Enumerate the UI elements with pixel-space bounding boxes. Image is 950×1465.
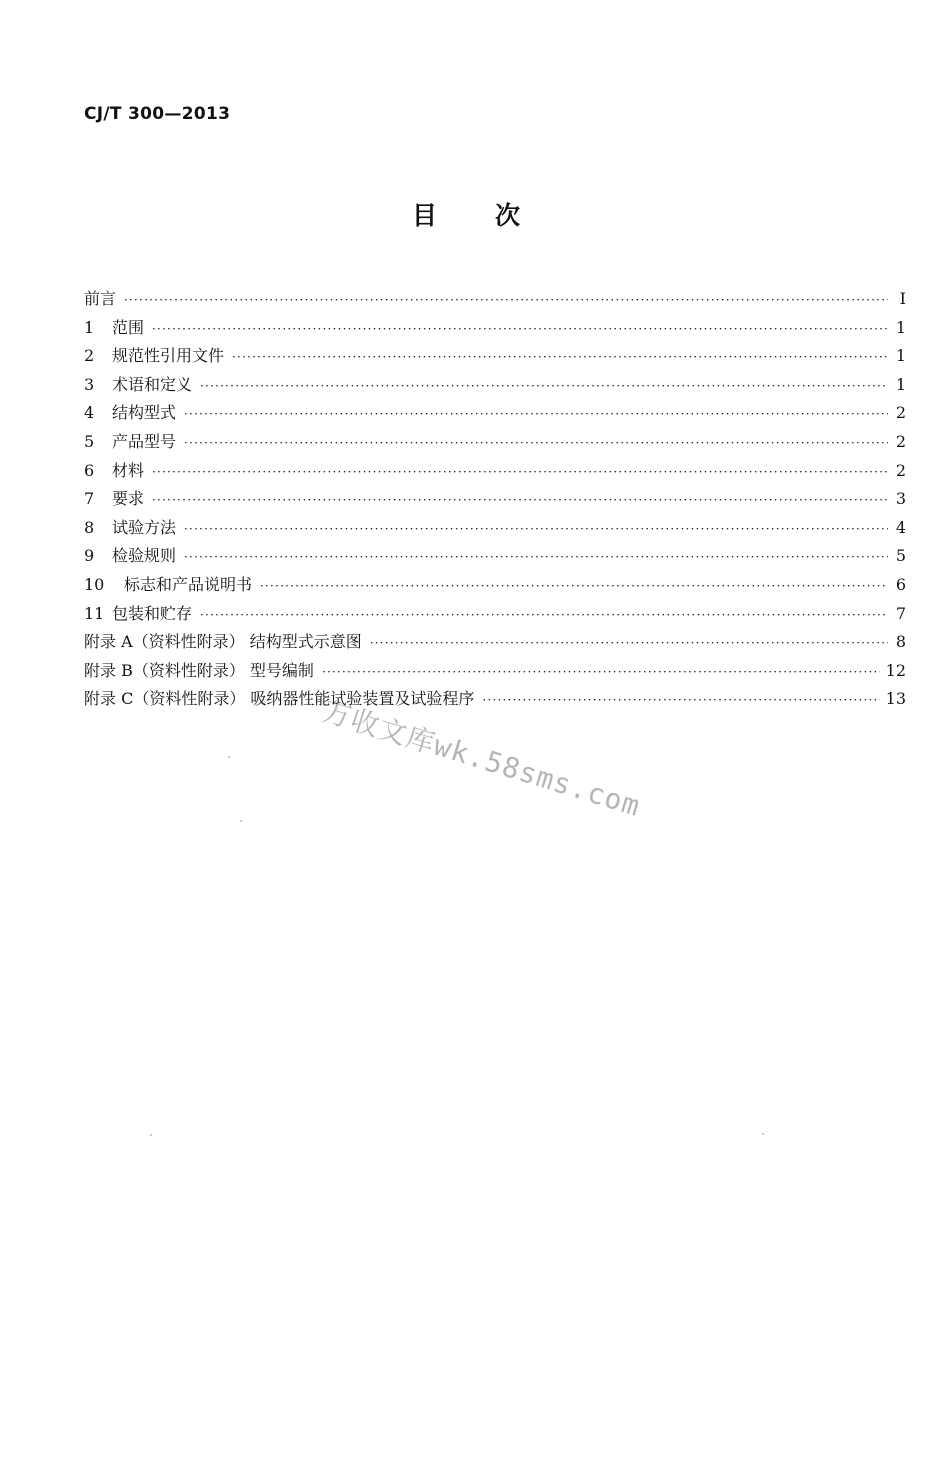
toc-entry-page: 2 (895, 403, 906, 423)
toc-entry-text: 产品型号 (112, 431, 177, 451)
scan-speck (228, 756, 230, 758)
toc-entry-number: 6 (84, 460, 95, 480)
toc-entry[interactable] (84, 657, 906, 686)
toc-entry-text: 附录 C（资料性附录） 吸纳器性能试验装置及试验程序 (84, 689, 475, 709)
toc-leader-dots (184, 400, 888, 429)
document-code: CJ/T 300—2013 (84, 104, 231, 124)
table-of-contents (84, 285, 906, 714)
toc-leader-dots (200, 372, 888, 401)
toc-entry-page: 1 (895, 317, 906, 337)
toc-entry[interactable] (84, 542, 906, 571)
toc-entry-page: 12 (885, 660, 906, 680)
toc-entry-page: 2 (895, 460, 906, 480)
toc-leader-dots (482, 686, 879, 715)
toc-entry[interactable] (84, 285, 906, 314)
toc-entry-text: 试验方法 (112, 517, 177, 537)
toc-entry-text: 要求 (112, 489, 145, 509)
scan-speck (762, 1133, 764, 1135)
toc-entry[interactable] (84, 314, 906, 343)
toc-entry-page: 6 (895, 574, 906, 594)
toc-entry-number: 4 (84, 403, 95, 423)
toc-entry-text: 前言 (84, 289, 117, 308)
scan-speck (240, 820, 242, 822)
toc-entry-text: 检验规则 (112, 546, 177, 566)
toc-entry-text: 标志和产品说明书 (124, 574, 253, 594)
toc-entry[interactable] (84, 342, 906, 371)
toc-leader-dots (152, 458, 888, 487)
toc-entry-page: 7 (895, 603, 906, 623)
toc-entry-page: 2 (895, 431, 906, 451)
toc-entry-number: 11 (84, 603, 105, 623)
toc-entry[interactable] (84, 571, 906, 600)
toc-entry[interactable] (84, 685, 906, 714)
toc-entry-text: 附录 B（资料性附录） 型号编制 (84, 660, 314, 680)
toc-entry-text: 术语和定义 (112, 374, 193, 394)
toc-entry[interactable] (84, 371, 906, 400)
toc-entry[interactable] (84, 485, 906, 514)
toc-leader-dots (152, 486, 888, 515)
toc-entry[interactable] (84, 600, 906, 629)
toc-title: 目次 (411, 201, 578, 230)
toc-entry-page: 1 (895, 374, 906, 394)
toc-leader-dots (184, 543, 888, 572)
toc-leader-dots (370, 629, 888, 658)
toc-entry-text: 附录 A（资料性附录） 结构型式示意图 (84, 632, 362, 652)
toc-leader-dots (184, 429, 888, 458)
toc-entry[interactable] (84, 428, 906, 457)
toc-leader-dots (124, 286, 888, 315)
toc-entry-text: 范围 (112, 317, 145, 337)
toc-entry-number: 5 (84, 431, 95, 451)
toc-entry[interactable] (84, 457, 906, 486)
toc-entry-number: 2 (84, 346, 95, 366)
toc-leader-dots (260, 572, 888, 601)
toc-entry-number: 8 (84, 517, 95, 537)
watermark: 万收文库wk.58sms.com (318, 694, 645, 823)
toc-entry-number: 10 (84, 574, 105, 594)
toc-entry-page: 13 (885, 689, 906, 709)
toc-leader-dots (184, 515, 888, 544)
toc-entry-number: 3 (84, 374, 95, 394)
toc-entry-page: I (899, 289, 906, 308)
toc-entry-page: 3 (895, 489, 906, 509)
toc-entry-text: 规范性引用文件 (112, 346, 225, 366)
toc-entry-number: 9 (84, 546, 95, 566)
toc-entry[interactable] (84, 399, 906, 428)
toc-entry-text: 材料 (112, 460, 145, 480)
toc-entry-page: 8 (895, 632, 906, 652)
toc-entry-page: 1 (895, 346, 906, 366)
toc-leader-dots (152, 315, 888, 344)
toc-entry-text: 结构型式 (112, 403, 177, 423)
scan-speck (150, 1134, 152, 1136)
toc-leader-dots (322, 658, 880, 687)
toc-leader-dots (200, 601, 888, 630)
toc-entry-page: 4 (895, 517, 906, 537)
toc-leader-dots (232, 343, 888, 372)
toc-entry-text: 包装和贮存 (112, 603, 193, 623)
toc-entry-page: 5 (895, 546, 906, 566)
toc-entry[interactable] (84, 514, 906, 543)
toc-entry-number: 1 (84, 317, 95, 337)
toc-entry-number: 7 (84, 489, 95, 509)
toc-entry[interactable] (84, 628, 906, 657)
